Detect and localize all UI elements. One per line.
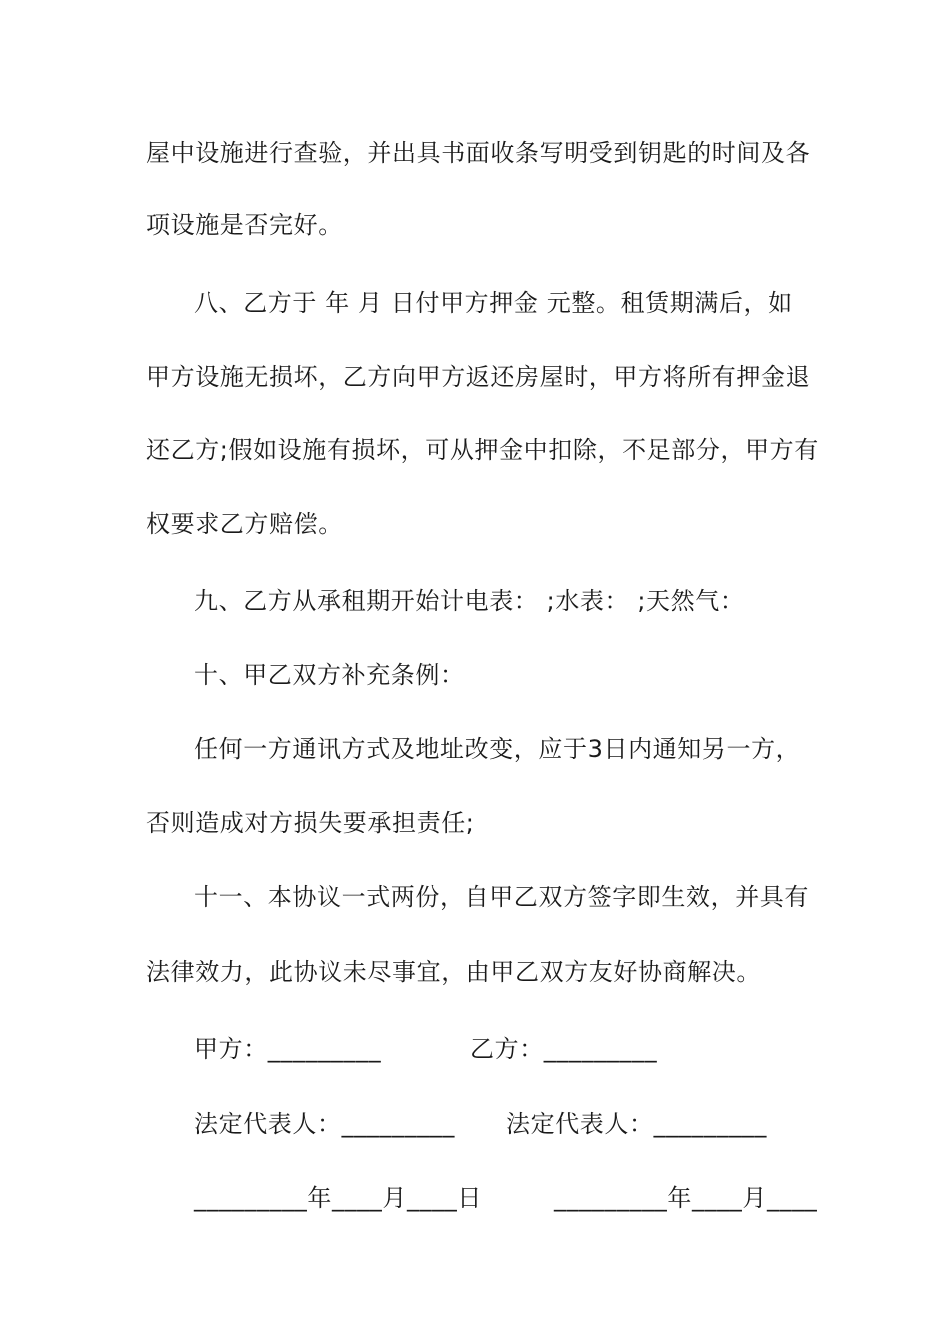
clause-8-line-3: 还乙方;假如设施有损坏，可从押金中扣除，不足部分，甲方有 (146, 436, 819, 464)
party-b-date: _________年____月____ (554, 1184, 818, 1212)
clause-10-title: 十、甲乙双方补充条例： (194, 661, 465, 689)
clause-10-line-2: 否则造成对方损失要承担责任; (146, 809, 475, 837)
clause-10-line-1: 任何一方通讯方式及地址改变，应于3日内通知另一方， (194, 735, 801, 763)
clause-9-line: 九、乙方从承租期开始计电表： ;水表： ;天然气： (194, 587, 745, 615)
clause-8-line-4: 权要求乙方赔偿。 (146, 510, 343, 538)
party-b-representative: 法定代表人：_________ (506, 1110, 767, 1138)
clause-8-line-1: 八、乙方于 年 月 日付甲方押金 元整。租赁期满后，如 (194, 289, 793, 317)
clause-11-line-1: 十一、本协议一式两份，自甲乙双方签字即生效，并具有 (194, 883, 809, 911)
body-line-2: 项设施是否完好。 (146, 211, 343, 239)
clause-8-line-2: 甲方设施无损坏，乙方向甲方返还房屋时，甲方将所有押金退 (146, 363, 811, 391)
party-b-signature: 乙方：_________ (470, 1035, 658, 1063)
party-a-signature: 甲方：_________ (194, 1035, 382, 1063)
party-a-date: _________年____月____日 (194, 1184, 482, 1212)
clause-11-line-2: 法律效力，此协议未尽事宜，由甲乙双方友好协商解决。 (146, 958, 761, 986)
party-a-representative: 法定代表人：_________ (194, 1110, 455, 1138)
body-line-1: 屋中设施进行查验，并出具书面收条写明受到钥匙的时间及各 (146, 139, 811, 167)
